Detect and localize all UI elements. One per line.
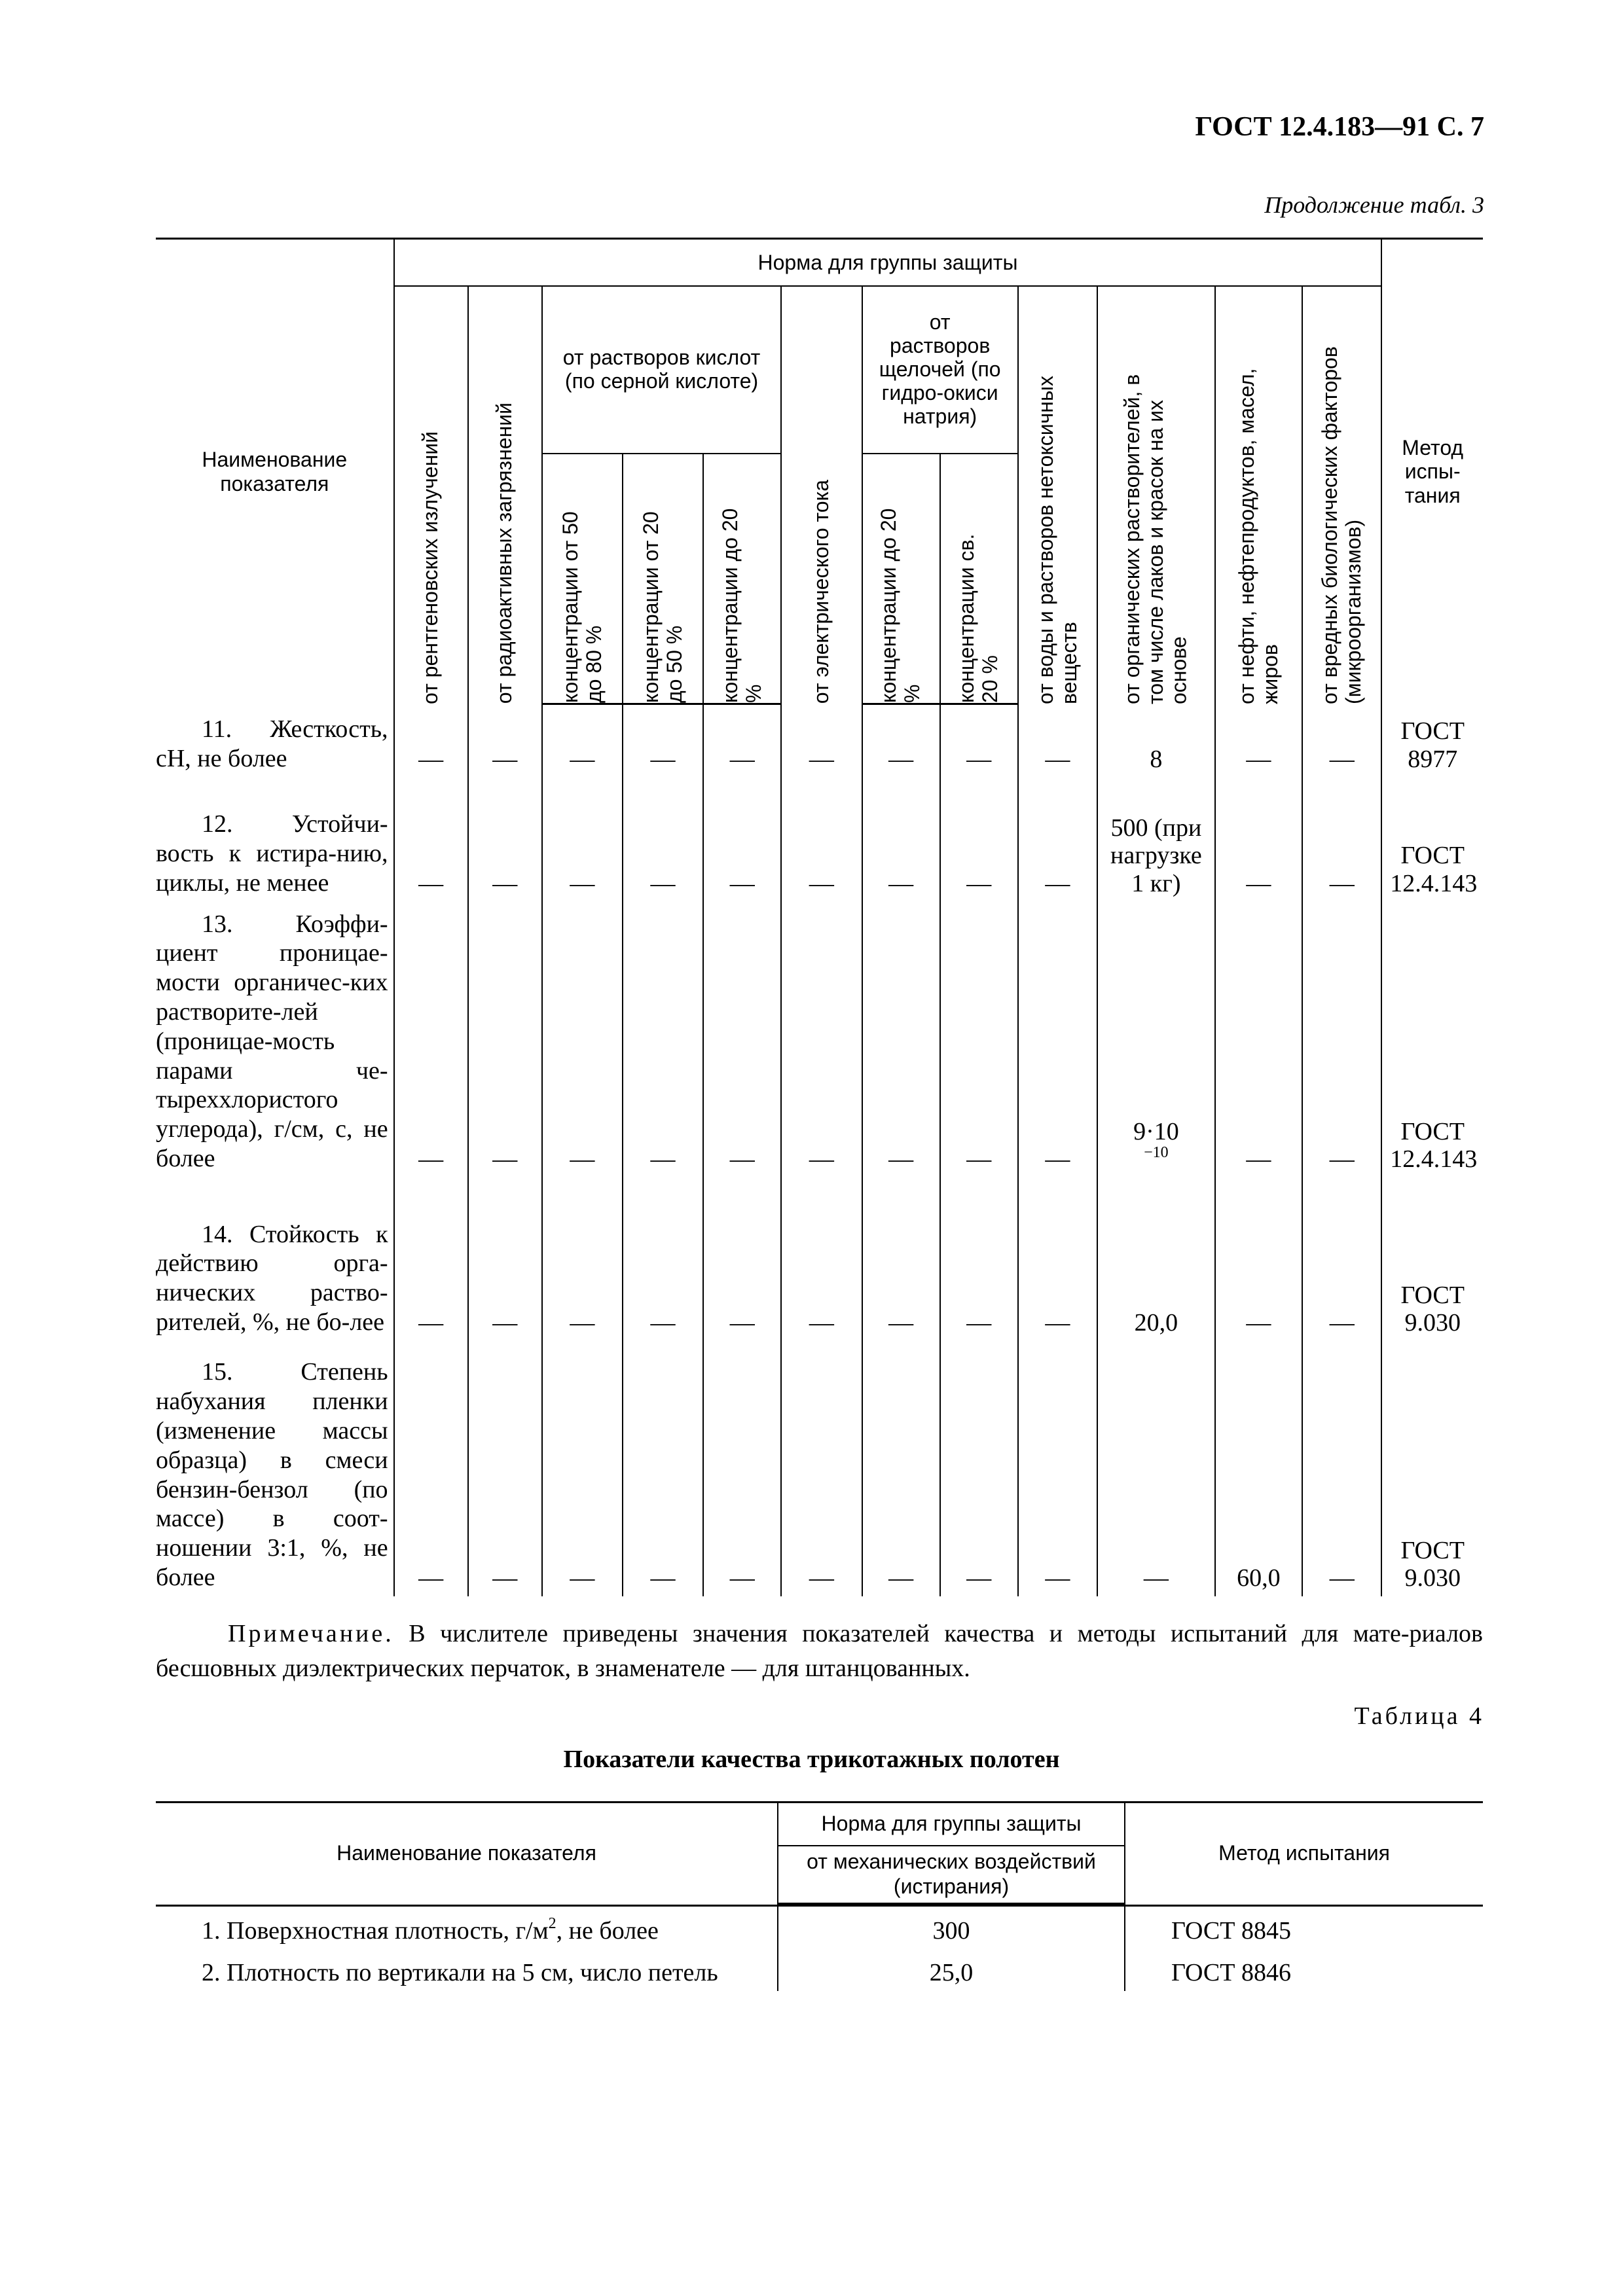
t4-row [156, 1906, 1483, 1949]
row-value: — [394, 1341, 468, 1596]
row-value: — [623, 778, 703, 902]
row-value: — [623, 1341, 703, 1596]
row-value: — [394, 902, 468, 1177]
col-header-name: Наименование показателя [156, 239, 394, 704]
row-value: — [703, 1177, 781, 1341]
row-value: 8 [1097, 704, 1215, 778]
col-header-alkali-over-20: концентрации св. 20 % [940, 454, 1018, 704]
col-header-oil: от нефти, нефтепродуктов, масел, жиров [1215, 286, 1302, 704]
row-value: — [1215, 704, 1302, 778]
row-value: — [781, 902, 862, 1177]
col-header-acid-group: от растворов кислот (по серной кислоте) [542, 286, 782, 454]
t4-cell-name: 1. Поверхностная плотность, $г/м^2$, не более [202, 1915, 659, 1945]
table-row [156, 778, 1483, 902]
col-header-water: от воды и растворов нетоксичных веществ [1018, 286, 1097, 704]
row-value: — [862, 1341, 940, 1596]
row-value: — [394, 704, 468, 778]
t4-cell-name: 2. Плотность по вертикали на 5 см, число петель [202, 1959, 718, 1987]
row-value: — [394, 778, 468, 902]
col-header-method: Метод испы-тания [1381, 239, 1483, 704]
row-value: $9\cdot 10^{-10}$ [1097, 902, 1215, 1177]
row-value: — [703, 704, 781, 778]
row-value: — [1018, 778, 1097, 902]
row-value: — [862, 1177, 940, 1341]
row-value: — [468, 1341, 542, 1596]
row-value: — [1018, 704, 1097, 778]
row-value: — [623, 1177, 703, 1341]
row-value: — [468, 902, 542, 1177]
table-4-title: Показатели качества трикотажных полотен [563, 1746, 1060, 1773]
row-value: — [394, 1177, 468, 1341]
row-value: — [940, 1177, 1018, 1341]
row-value: — [940, 704, 1018, 778]
col-header-organic: от органических растворителей, в том числе лаков и красок на их основе [1097, 286, 1215, 704]
t4-col-header-method: Метод испытания [1125, 1803, 1483, 1904]
row-value: — [623, 704, 703, 778]
row-value: — [940, 902, 1018, 1177]
t4-col-header-name: Наименование показателя [156, 1803, 778, 1904]
row-value: — [862, 902, 940, 1177]
row-value: — [542, 1341, 623, 1596]
row-value: — [862, 778, 940, 902]
row-value: — [940, 778, 1018, 902]
row-value: — [1302, 1177, 1381, 1341]
row-value: — [781, 778, 862, 902]
table-row [156, 704, 1483, 778]
row-method: ГОСТ 12.4.143 [1381, 902, 1483, 1177]
row-value: — [542, 778, 623, 902]
table-4-label: Таблица 4 [1354, 1702, 1484, 1730]
row-value: — [781, 1177, 862, 1341]
row-value: — [1215, 902, 1302, 1177]
row-value: — [1018, 1177, 1097, 1341]
t4-cell-value: 25,0 [778, 1948, 1125, 1990]
row-value: — [1215, 778, 1302, 902]
row-value: — [781, 1341, 862, 1596]
table-row [156, 1177, 1483, 1341]
row-method: ГОСТ 8977 [1381, 704, 1483, 778]
row-method: ГОСТ 9.030 [1381, 1177, 1483, 1341]
row-value: — [542, 902, 623, 1177]
row-value: — [703, 1341, 781, 1596]
row-value: 60,0 [1215, 1341, 1302, 1596]
note-text: В числителе приведены значения показателей качества и методы испытаний для мате-риалов бесшовных диэлектрических перчаток, в знаменателе — для штанцованных. [156, 1620, 1483, 1683]
col-header-alkali-group: от растворов щелочей (по гидро-окиси натрия) [862, 286, 1018, 454]
table-note [156, 1617, 1483, 1686]
row-value: — [1302, 1341, 1381, 1596]
table-row [156, 1341, 1483, 1596]
t4-row [156, 1948, 1483, 1990]
col-header-acid-50-80: концентрации от 50 до 80 % [542, 454, 623, 704]
row-value: — [468, 704, 542, 778]
row-value: 500 (при нагрузке 1 кг) [1097, 778, 1215, 902]
col-header-electric: от электрического тока [781, 286, 862, 704]
row-name: 13. Коэффи-циент проницае-мости органичес-ких растворите-лей (проницае-мость парами че-тыреххлористого углерода), г/см, с, не более [156, 902, 394, 1177]
col-header-acid-20-50: концентрации от 20 до 50 % [623, 454, 703, 704]
table-4 [156, 1801, 1483, 1991]
row-value: 20,0 [1097, 1177, 1215, 1341]
col-header-acid-to-20: концентрации до 20 % [703, 454, 781, 704]
row-value: — [1018, 902, 1097, 1177]
row-name: 15. Степень набухания пленки (изменение массы образца) в смеси бензин-бензол (по массе) в соот-ношении 3:1, %, не более [156, 1341, 394, 1596]
row-value: — [623, 902, 703, 1177]
row-value: — [1097, 1341, 1215, 1596]
row-value: — [703, 778, 781, 902]
col-header-alkali-to-20: концентрации до 20 % [862, 454, 940, 704]
t4-cell-method: ГОСТ 8846 [1171, 1959, 1291, 1987]
row-value: — [468, 1177, 542, 1341]
row-value: — [781, 704, 862, 778]
row-value: — [1215, 1177, 1302, 1341]
row-value: — [940, 1341, 1018, 1596]
t4-cell-value: 300 [778, 1906, 1125, 1949]
row-method: ГОСТ 9.030 [1381, 1341, 1483, 1596]
row-value: — [703, 902, 781, 1177]
note-label: Примечание. [228, 1620, 394, 1647]
row-value: — [1302, 902, 1381, 1177]
row-value: — [1018, 1341, 1097, 1596]
t4-cell-method: ГОСТ 8845 [1171, 1917, 1291, 1945]
row-value: — [1302, 778, 1381, 902]
table-3 [156, 238, 1483, 1596]
t4-col-header-mechanical: от механических воздействий (истирания) [778, 1846, 1125, 1904]
table-row [156, 902, 1483, 1177]
col-header-radioactive: от радиоактивных загрязнений [468, 286, 542, 704]
row-value: — [542, 704, 623, 778]
row-value: — [1302, 704, 1381, 778]
col-header-xray: от рентгеновских излучений [394, 286, 468, 704]
col-header-bio: от вредных биологических факторов (микроорганизмов) [1302, 286, 1381, 704]
row-value: — [862, 704, 940, 778]
col-header-norm-group: Норма для группы защиты [394, 239, 1382, 287]
page-header: ГОСТ 12.4.183—91 С. 7 [1195, 112, 1484, 142]
row-value: — [542, 1177, 623, 1341]
row-name: 14. Стойкость к действию орга-нических раство-рителей, %, не бо-лее [156, 1177, 394, 1341]
row-name: 11. Жесткость, сН, не более [156, 704, 394, 778]
table-continuation-caption: Продолжение табл. 3 [1264, 192, 1484, 218]
row-value: — [468, 778, 542, 902]
row-name: 12. Устойчи-вость к истира-нию, циклы, не менее [156, 778, 394, 902]
t4-col-header-norm-group: Норма для группы защиты [778, 1803, 1125, 1846]
row-method: ГОСТ 12.4.143 [1381, 778, 1483, 902]
